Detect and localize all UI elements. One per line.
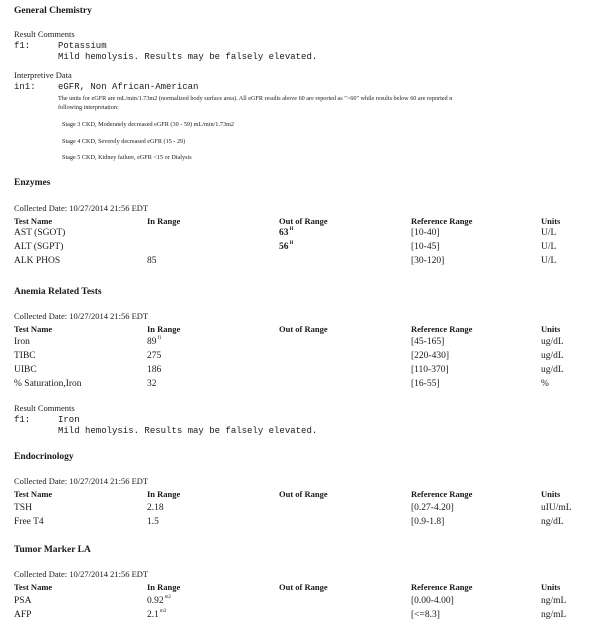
header-reference-range: Reference Range — [411, 324, 473, 334]
table-row-name: ALT (SGPT) — [14, 242, 64, 252]
table-row-name: ALK PHOS — [14, 256, 61, 266]
interpretive-line1: The units for eGFR are mL/min/1.73m2 (normalized body surface area). All eGFR results above 60 are reported as ">60" while results below 60 are reported n — [58, 95, 453, 102]
interpretive-stage5: Stage 5 CKD, Kidney failure, eGFR <15 or Dialysis — [62, 154, 192, 161]
interpretive-stage4: Stage 4 CKD, Severely decreased eGFR (15 - 29) — [62, 138, 186, 145]
header-test-name: Test Name — [14, 324, 53, 334]
header-out-of-range: Out of Range — [279, 216, 328, 226]
table-row-ref: [45-165] — [411, 337, 445, 347]
table-row-ref: [220-430] — [411, 351, 449, 361]
section-title-general-chemistry: General Chemistry — [14, 6, 92, 16]
table-row-ref: [10-40] — [411, 228, 440, 238]
table-row-units: U/L — [541, 256, 557, 266]
table-row-in: 186 — [147, 365, 162, 375]
table-row-ref: [16-55] — [411, 379, 440, 389]
section-title-endocrinology: Endocrinology — [14, 452, 74, 462]
header-test-name: Test Name — [14, 582, 53, 592]
table-row-name: % Saturation,Iron — [14, 379, 82, 389]
header-out-of-range: Out of Range — [279, 582, 328, 592]
interpretive-code: in1: — [14, 82, 36, 92]
table-row-units: uIU/mL — [541, 503, 572, 513]
header-units: Units — [541, 489, 561, 499]
header-reference-range: Reference Range — [411, 582, 473, 592]
interpretive-title: eGFR, Non African-American — [58, 82, 199, 92]
table-row-ref: [30-120] — [411, 256, 445, 266]
comment-text: Mild hemolysis. Results may be falsely elevated. — [58, 52, 318, 62]
header-in-range: In Range — [147, 216, 181, 226]
table-row-units: ug/dL — [541, 365, 564, 375]
table-row-units: ng/dL — [541, 517, 564, 527]
table-row-name: TSH — [14, 503, 32, 513]
header-in-range: In Range — [147, 324, 181, 334]
section-title-enzymes: Enzymes — [14, 178, 51, 188]
collected-date-anemia: Collected Date: 10/27/2014 21:56 EDT — [14, 311, 149, 321]
table-row-units: U/L — [541, 242, 557, 252]
table-row-ref: [0.9-1.8] — [411, 517, 445, 527]
collected-date-endocrinology: Collected Date: 10/27/2014 21:56 EDT — [14, 476, 149, 486]
result-comments-label: Result Comments — [14, 403, 75, 413]
section-title-tumor-marker: Tumor Marker LA — [14, 545, 91, 555]
table-row-name: TIBC — [14, 351, 36, 361]
table-row-ref: [<=8.3] — [411, 610, 440, 620]
header-reference-range: Reference Range — [411, 216, 473, 226]
table-row-units: U/L — [541, 228, 557, 238]
comment-test: Potassium — [58, 41, 107, 51]
table-row-in: 1.5 — [147, 517, 159, 527]
result-comments-label: Result Comments — [14, 29, 75, 39]
header-test-name: Test Name — [14, 216, 53, 226]
interpretive-line2: following interpretation: — [58, 104, 119, 111]
table-row-out: $63^H$ — [279, 227, 294, 238]
table-row-in: 275 — [147, 351, 162, 361]
table-row-units: ng/mL — [541, 610, 567, 620]
interpretive-data-label: Interpretive Data — [14, 70, 72, 80]
header-units: Units — [541, 324, 561, 334]
section-title-anemia: Anemia Related Tests — [14, 287, 102, 297]
comment-test: Iron — [58, 415, 80, 425]
table-row-units: % — [541, 379, 549, 389]
table-row-ref: [10-45] — [411, 242, 440, 252]
table-row-in: 85 — [147, 256, 157, 266]
header-out-of-range: Out of Range — [279, 489, 328, 499]
table-row-name: AFP — [14, 610, 32, 620]
table-row-ref: [0.00-4.00] — [411, 596, 454, 606]
table-row-name: AST (SGOT) — [14, 228, 66, 238]
table-row-name: UIBC — [14, 365, 37, 375]
table-row-out: $56^H$ — [279, 241, 294, 252]
table-row-name: PSA — [14, 596, 32, 606]
comment-text: Mild hemolysis. Results may be falsely elevated. — [58, 426, 318, 436]
table-row-in: 2.18 — [147, 503, 164, 513]
header-test-name: Test Name — [14, 489, 53, 499]
table-row-in: 32 — [147, 379, 157, 389]
table-row-ref: [110-370] — [411, 365, 449, 375]
table-row-in: $2.1^{m3}$ — [147, 609, 167, 620]
header-units: Units — [541, 216, 561, 226]
comment-code: f1: — [14, 41, 31, 51]
table-row-units: ug/dL — [541, 351, 564, 361]
header-in-range: In Range — [147, 489, 181, 499]
interpretive-stage3: Stage 3 CKD, Moderately decreased eGFR (30 - 59) mL/min/1.73m2 — [62, 121, 235, 128]
collected-date-enzymes: Collected Date: 10/27/2014 21:56 EDT — [14, 203, 149, 213]
header-in-range: In Range — [147, 582, 181, 592]
table-row-ref: [0.27-4.20] — [411, 503, 454, 513]
comment-code: f1: — [14, 415, 31, 425]
header-reference-range: Reference Range — [411, 489, 473, 499]
table-row-in: $0.92^{m2}$ — [147, 595, 172, 606]
table-row-in: $89^{f1}$ — [147, 336, 162, 347]
collected-date-tumor: Collected Date: 10/27/2014 21:56 EDT — [14, 569, 149, 579]
table-row-units: ng/mL — [541, 596, 567, 606]
table-row-name: Iron — [14, 337, 30, 347]
header-units: Units — [541, 582, 561, 592]
table-row-name: Free T4 — [14, 517, 44, 527]
header-out-of-range: Out of Range — [279, 324, 328, 334]
table-row-units: ug/dL — [541, 337, 564, 347]
